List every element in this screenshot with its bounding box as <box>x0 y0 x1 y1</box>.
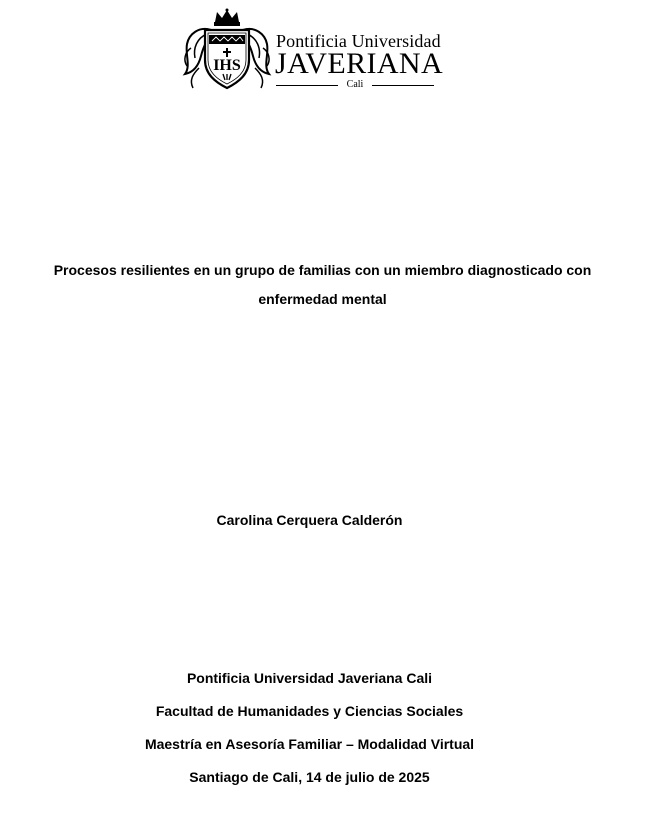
faculty-name: Facultad de Humanidades y Ciencias Sociales <box>155 703 464 719</box>
institution-block <box>0 666 619 798</box>
program-name: Maestría en Asesoría Familiar – Modalidad Virtual <box>144 736 475 752</box>
university-seal-icon <box>181 8 273 92</box>
thesis-title-line-1: Procesos resilientes en un grupo de familias con un miembro diagnosticado con <box>53 262 592 278</box>
logo-rule-right <box>372 85 434 86</box>
thesis-title-line-2: enfermedad mental <box>258 291 387 307</box>
svg-text:IHS: IHS <box>213 57 241 74</box>
logo-rule-left <box>276 85 338 86</box>
place-date: Santiago de Cali, 14 de julio de 2025 <box>189 769 430 785</box>
logo-line-3: Cali <box>346 79 364 90</box>
logo-line-1: Pontificia Universidad <box>276 31 441 51</box>
logo-line-2: JAVERIANA <box>275 47 444 80</box>
university-name: Pontificia Universidad Javeriana Cali <box>186 670 433 686</box>
thesis-title <box>40 256 605 314</box>
university-logo <box>181 8 444 92</box>
logo-campus-row <box>276 79 436 91</box>
author-name: Carolina Cerquera Calderón <box>216 512 403 528</box>
